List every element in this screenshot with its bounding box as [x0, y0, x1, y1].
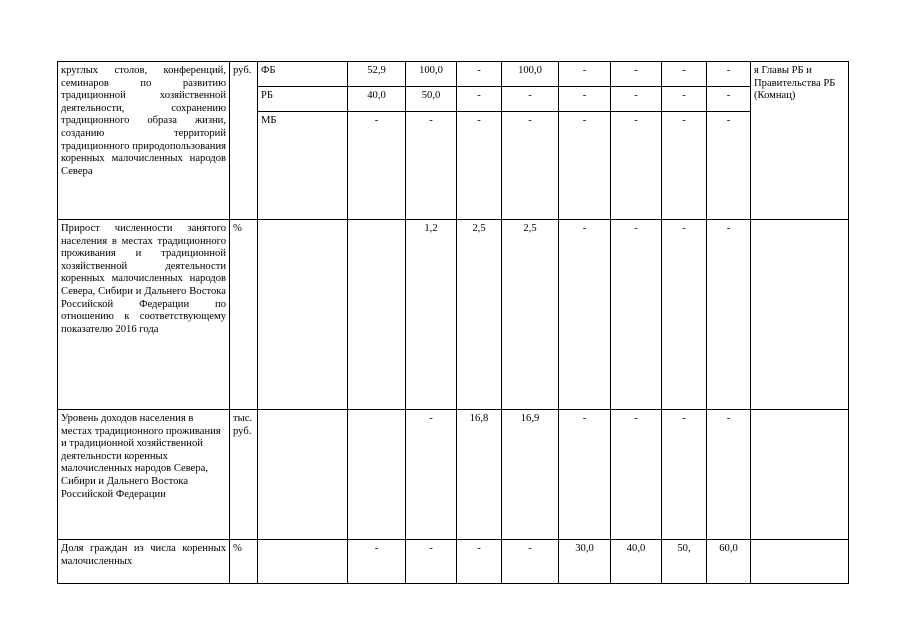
value-cell: - [502, 540, 559, 584]
value-cell: - [406, 112, 457, 220]
value-cell: - [348, 540, 406, 584]
row-description: Доля граждан из числа коренных малочисленных [58, 540, 230, 584]
value-cell: - [457, 87, 502, 112]
value-cell: - [502, 87, 559, 112]
value-cell: - [406, 410, 457, 540]
funding-source [258, 220, 348, 410]
value-cell: - [662, 220, 707, 410]
funding-source [258, 410, 348, 540]
value-cell: - [611, 410, 662, 540]
value-cell: - [707, 62, 751, 87]
responsible-executor [751, 410, 849, 540]
row-unit: тыс. руб. [230, 410, 258, 540]
value-cell: 52,9 [348, 62, 406, 87]
value-cell: - [611, 87, 662, 112]
value-cell [348, 410, 406, 540]
value-cell: - [457, 112, 502, 220]
value-cell: 60,0 [707, 540, 751, 584]
value-cell: - [611, 220, 662, 410]
value-cell: - [559, 220, 611, 410]
value-cell: - [707, 112, 751, 220]
value-cell: 100,0 [406, 62, 457, 87]
value-cell: 16,9 [502, 410, 559, 540]
row-unit: % [230, 220, 258, 410]
value-cell: - [611, 62, 662, 87]
table-row [58, 220, 849, 410]
value-cell: - [457, 540, 502, 584]
funding-source: ФБ [258, 62, 348, 87]
funding-source [258, 540, 348, 584]
table-row [58, 62, 849, 87]
table-row [58, 540, 849, 584]
value-cell: 2,5 [457, 220, 502, 410]
value-cell: - [707, 87, 751, 112]
value-cell: 1,2 [406, 220, 457, 410]
funding-source: МБ [258, 112, 348, 220]
value-cell [348, 220, 406, 410]
value-cell: - [559, 410, 611, 540]
value-cell: 2,5 [502, 220, 559, 410]
value-cell: - [348, 112, 406, 220]
value-cell: - [559, 112, 611, 220]
value-cell: - [662, 112, 707, 220]
funding-source: РБ [258, 87, 348, 112]
value-cell: - [502, 112, 559, 220]
value-cell: - [662, 62, 707, 87]
row-description: Прирост численности занятого населения в местах традиционного проживания и традиционной хозяйственной деятельности коренных малочисленных народов Севера, Сибири и Дальнего Востока Российской Федерации по отношению к соответствующему показателю 2016 года [58, 220, 230, 410]
responsible-executor: я Главы РБ и Правительства РБ (Комнац) [751, 62, 849, 220]
value-cell: 40,0 [348, 87, 406, 112]
value-cell: 50,0 [406, 87, 457, 112]
indicators-table [57, 61, 849, 584]
row-unit: руб. [230, 62, 258, 220]
value-cell: 16,8 [457, 410, 502, 540]
row-unit: % [230, 540, 258, 584]
value-cell: - [611, 112, 662, 220]
row-description: круглых столов, конференций, семинаров по развитию традиционной хозяйственной деятельности, сохранению традиционного образа жизни, созданию территорий традиционного природопользования коренных малочисленных народов Севера [58, 62, 230, 220]
value-cell: 30,0 [559, 540, 611, 584]
row-description: Уровень доходов населения в местах традиционного проживания и традиционной хозяйственной деятельности коренных малочисленных народов Севера, Сибири и Дальнего Востока Российской Федерации [58, 410, 230, 540]
table-row [58, 410, 849, 540]
value-cell: - [406, 540, 457, 584]
value-cell: 100,0 [502, 62, 559, 87]
value-cell: - [707, 220, 751, 410]
responsible-executor [751, 540, 849, 584]
value-cell: - [662, 410, 707, 540]
responsible-executor [751, 220, 849, 410]
value-cell: - [457, 62, 502, 87]
value-cell: - [559, 87, 611, 112]
value-cell: - [559, 62, 611, 87]
value-cell: - [707, 410, 751, 540]
value-cell: - [662, 87, 707, 112]
value-cell: 50, [662, 540, 707, 584]
value-cell: 40,0 [611, 540, 662, 584]
